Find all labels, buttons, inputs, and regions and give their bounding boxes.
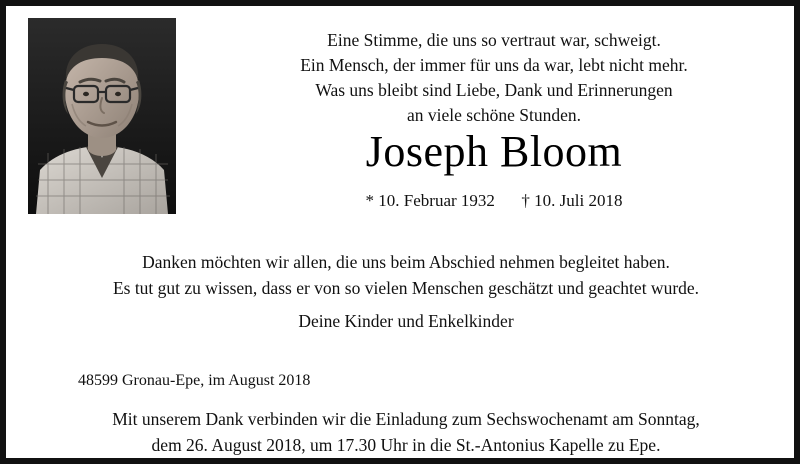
- birth-symbol: *: [365, 191, 375, 210]
- invitation-line: dem 26. August 2018, um 17.30 Uhr in die St.-Antonius Kapelle zu Epe.: [151, 435, 661, 455]
- family-signature: Deine Kinder und Enkelkinder: [298, 311, 514, 331]
- portrait-image: [28, 18, 176, 214]
- birth-date: 10. Februar 1932: [378, 191, 495, 210]
- verse-line: Ein Mensch, der immer für uns da war, lebt nicht mehr.: [300, 55, 688, 75]
- invitation-block: [46, 406, 766, 458]
- thanks-line: Es tut gut zu wissen, dass er von so vielen Menschen geschätzt und geachtet wurde.: [112, 278, 700, 298]
- thanks-line: Danken möchten wir allen, die uns beim Abschied nehmen begleitet haben.: [142, 252, 670, 272]
- death-date: 10. Juli 2018: [534, 191, 623, 210]
- verse-line: Eine Stimme, die uns so vertraut war, schweigt.: [327, 30, 661, 50]
- invitation-line: Mit unserem Dank verbinden wir die Einladung zum Sechswochenamt am Sonntag,: [112, 409, 700, 429]
- place-and-date: 48599 Gronau-Epe, im August 2018: [78, 372, 311, 389]
- verse-line: Was uns bleibt sind Liebe, Dank und Erinnerungen: [315, 80, 673, 100]
- verse-line: an viele schöne Stunden.: [407, 105, 581, 125]
- deceased-name: Joseph Bloom: [365, 127, 623, 176]
- portrait-photo: [28, 18, 176, 214]
- death-symbol: †: [521, 191, 530, 210]
- thanks-block: [46, 249, 766, 301]
- life-dates: [196, 191, 792, 211]
- verse-block: [196, 28, 792, 128]
- notice-inner: [6, 6, 794, 458]
